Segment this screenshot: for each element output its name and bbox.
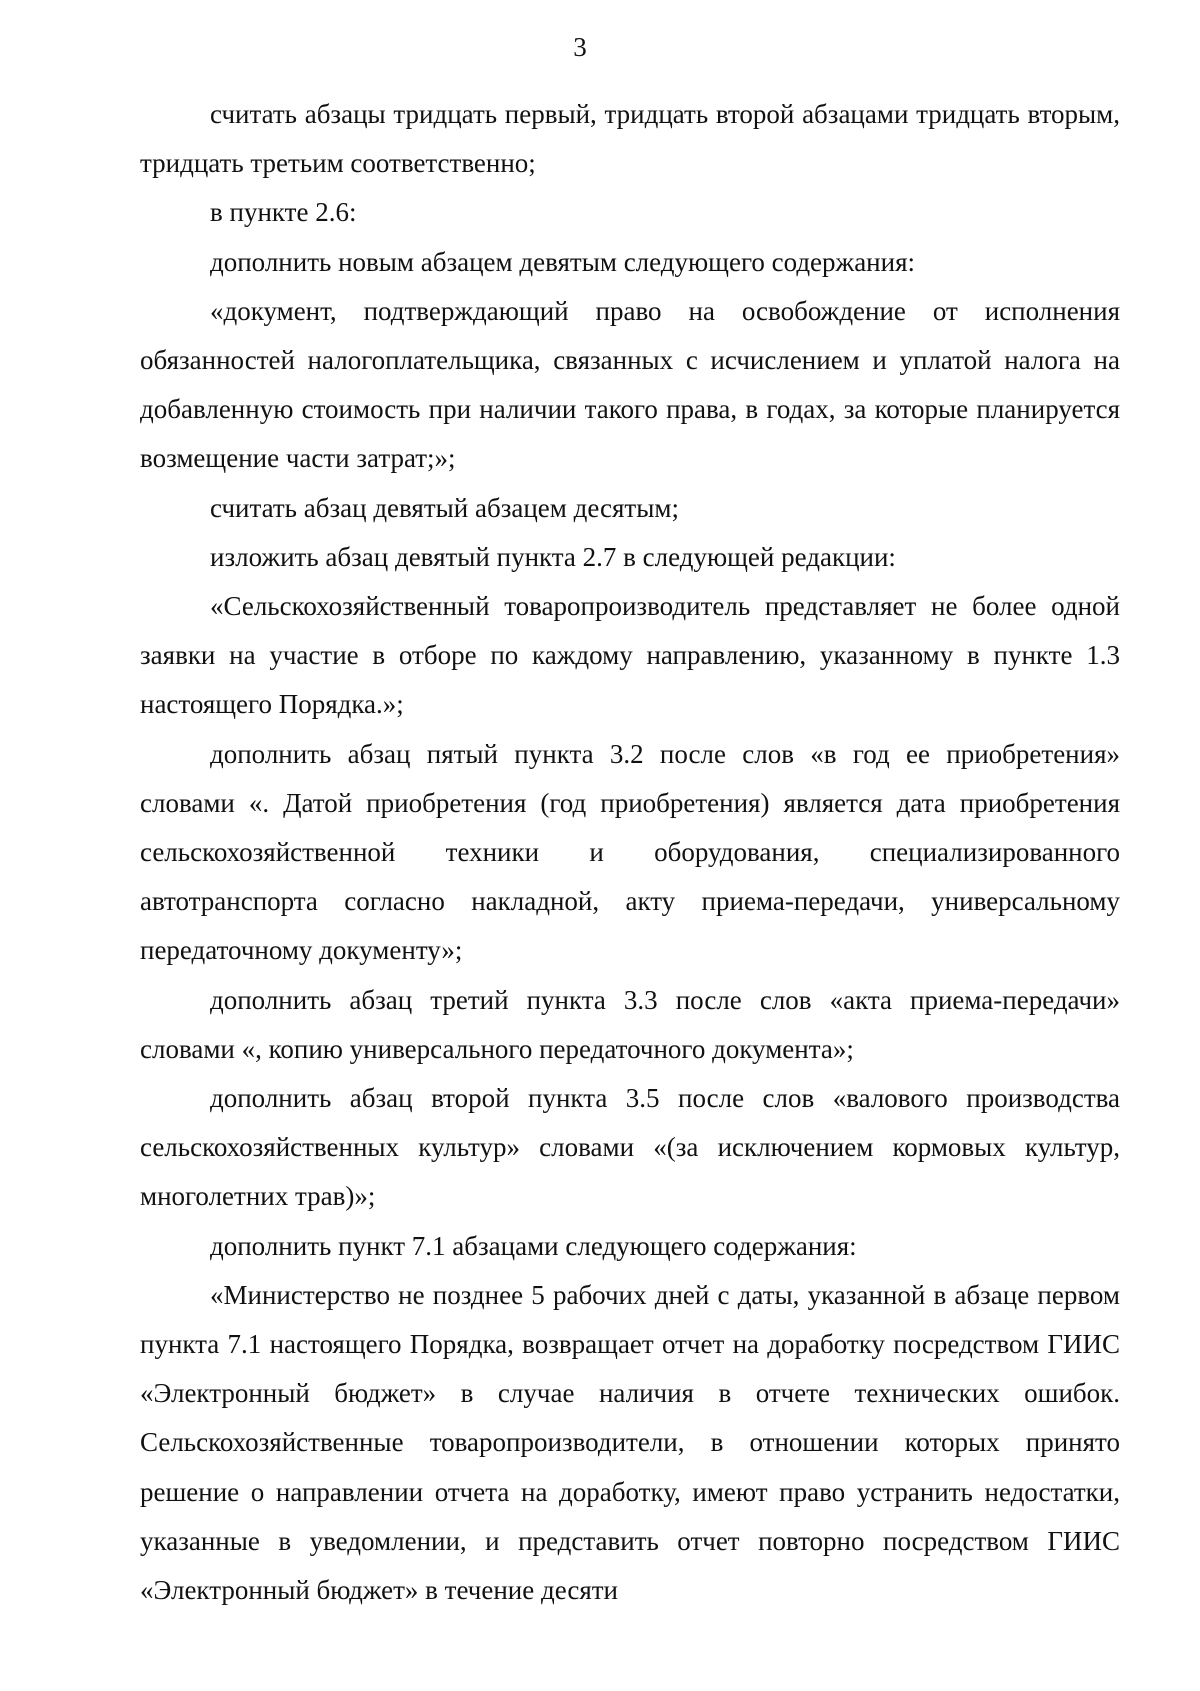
paragraph-add-ninth-abzac: дополнить новым абзацем девятым следующего содержания: (210, 246, 915, 277)
paragraph-punkt-3-2: дополнить абзац пятый пункта 3.2 после слов «в год ее приобретения» словами «. Датой приобретения (год приобретения) является дата приобретения сельскохозяйственной техники и оборудования, специализированного автотранспорта согласно накладной, акту приема-передачи, универсальному передаточному документу»; (140, 738, 1120, 966)
paragraph-punkt-2-7: изложить абзац девятый пункта 2.7 в следующей редакции: (210, 541, 896, 572)
paragraph-punkt-7-1: дополнить пункт 7.1 абзацами следующего содержания: (210, 1230, 857, 1261)
page-number: 3 (573, 32, 587, 62)
paragraph-punkt-3-5: дополнить абзац второй пункта 3.5 после слов «валового производства сельскохозяйственных культур» словами «(за исключением кормовых культур, многолетних трав)»; (140, 1083, 1120, 1212)
paragraph-renumber-abzacy: считать абзацы тридцать первый, тридцать второй абзацами тридцать вторым, тридцать третьим соответственно; (140, 99, 1120, 179)
paragraph-punkt-3-3: дополнить абзац третий пункта 3.3 после слов «акта приема-передачи» словами «, копию универсального передаточного документа»; (140, 984, 1120, 1064)
document-body (140, 90, 1120, 1615)
paragraph-punkt-2-6: в пункте 2.6: (210, 197, 357, 228)
paragraph-quoted-document: «документ, подтверждающий право на освобождение от исполнения обязанностей налогоплательщика, связанных с исчислением и уплатой налога на добавленную стоимость при наличии такого права, в годах, за которые планируется возмещение части затрат;»; (140, 295, 1120, 474)
paragraph-quoted-ministry: «Министерство не позднее 5 рабочих дней с даты, указанной в абзаце первом пункта 7.1 настоящего Порядка, возвращает отчет на доработку посредством ГИИС «Электронный бюджет» в случае наличия в отчете технических ошибок. Сельскохозяйственные товаропроизводители, в отношении которых принято решение о направлении отчета на доработку, имеют право устранить недостатки, указанные в уведомлении, и представить отчет повторно посредством ГИИС «Электронный бюджет» в течение десяти (140, 1279, 1120, 1606)
paragraph-renumber-ninth: считать абзац девятый абзацем десятым; (210, 492, 679, 523)
paragraph-quoted-producer: «Сельскохозяйственный товаропроизводитель представляет не более одной заявки на участие в отборе по каждому направлению, указанному в пункте 1.3 настоящего Порядка.»; (140, 591, 1120, 720)
